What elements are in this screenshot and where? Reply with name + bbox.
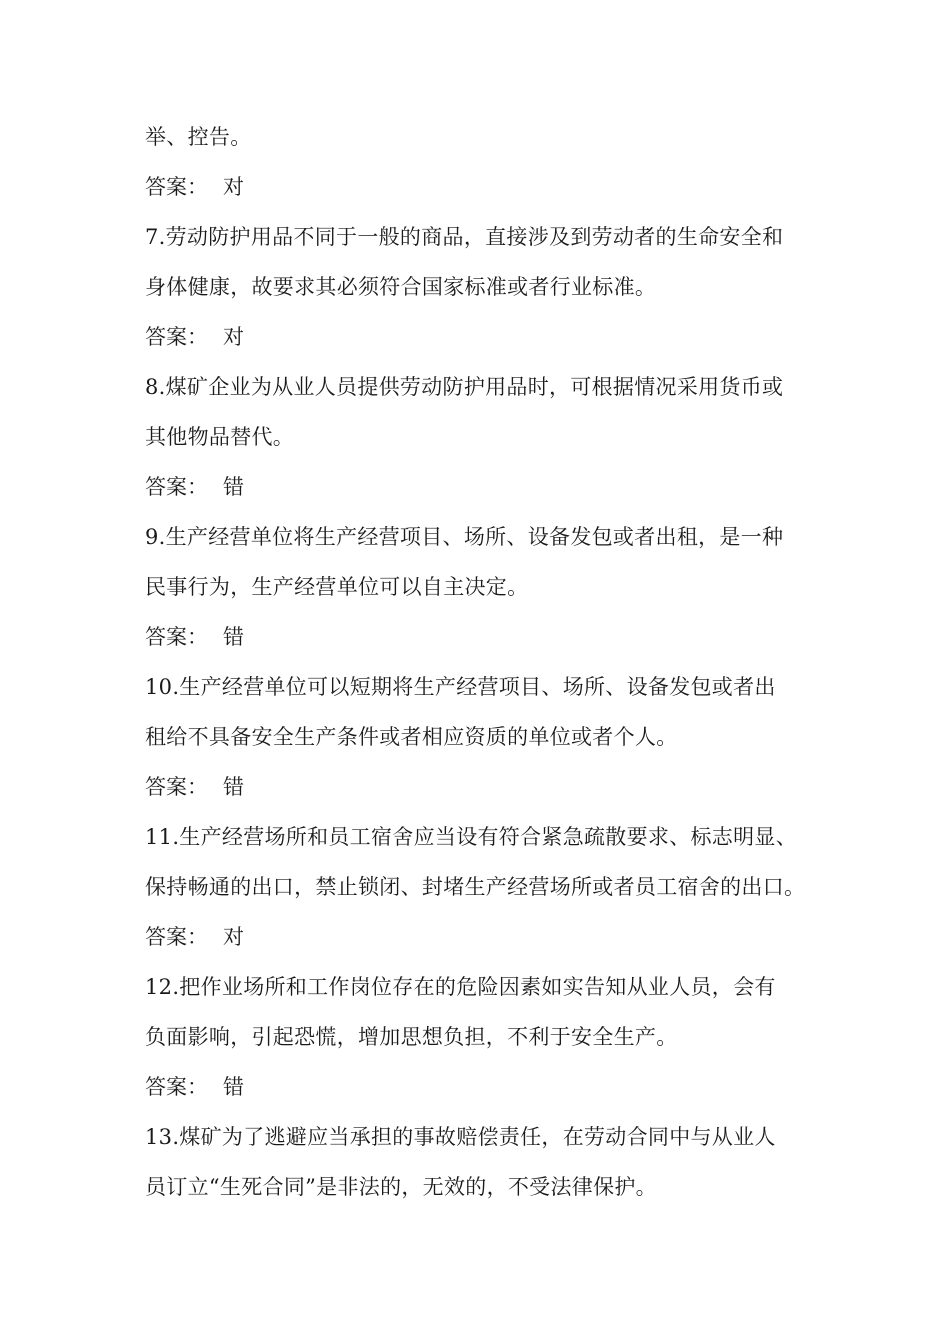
answer-value: 对	[223, 925, 244, 949]
answer-value: 错	[223, 1075, 244, 1099]
question-11	[145, 812, 810, 962]
answer-row	[145, 762, 810, 812]
question-text-line: 7.劳动防护用品不同于一般的商品，直接涉及到劳动者的生命安全和	[145, 225, 784, 249]
question-9	[145, 512, 810, 662]
answer-row	[145, 162, 810, 212]
answer-value: 错	[223, 625, 244, 649]
question-text-line: 8.煤矿企业为从业人员提供劳动防护用品时，可根据情况采用货币或	[145, 375, 784, 399]
question-fragment	[145, 112, 810, 212]
answer-label: 答案：	[145, 925, 208, 949]
question-text-line: 其他物品替代。	[145, 425, 295, 449]
question-text-line: 举、控告。	[145, 125, 252, 149]
answer-value: 错	[223, 775, 244, 799]
question-10	[145, 662, 810, 812]
answer-label: 答案：	[145, 625, 208, 649]
answer-value: 对	[223, 175, 244, 199]
document-page	[145, 112, 810, 1212]
answer-label: 答案：	[145, 475, 208, 499]
answer-row	[145, 462, 810, 512]
question-text-line: 民事行为，生产经营单位可以自主决定。	[145, 575, 529, 599]
question-text-line: 11.生产经营场所和员工宿舍应当设有符合紧急疏散要求、标志明显、	[145, 825, 797, 849]
question-text-line: 13.煤矿为了逃避应当承担的事故赔偿责任，在劳动合同中与从业人	[145, 1125, 776, 1149]
question-text-line: 12.把作业场所和工作岗位存在的危险因素如实告知从业人员，会有	[145, 975, 776, 999]
question-text-line: 租给不具备安全生产条件或者相应资质的单位或者个人。	[145, 725, 678, 749]
question-text-line: 9.生产经营单位将生产经营项目、场所、设备发包或者出租，是一种	[145, 525, 784, 549]
answer-value: 错	[223, 475, 244, 499]
question-text-line: 10.生产经营单位可以短期将生产经营项目、场所、设备发包或者出	[145, 675, 776, 699]
answer-row	[145, 312, 810, 362]
answer-row	[145, 1062, 810, 1112]
answer-label: 答案：	[145, 1075, 208, 1099]
question-8	[145, 362, 810, 512]
answer-label: 答案：	[145, 775, 208, 799]
answer-row	[145, 612, 810, 662]
question-12	[145, 962, 810, 1112]
question-7	[145, 212, 810, 362]
question-text-line: 身体健康，故要求其必须符合国家标准或者行业标准。	[145, 275, 657, 299]
question-text-line: 负面影响，引起恐慌，增加思想负担，不利于安全生产。	[145, 1025, 678, 1049]
answer-label: 答案：	[145, 325, 208, 349]
answer-row	[145, 912, 810, 962]
answer-label: 答案：	[145, 175, 208, 199]
question-13	[145, 1112, 810, 1212]
question-text-line: 保持畅通的出口，禁止锁闭、封堵生产经营场所或者员工宿舍的出口。	[145, 875, 806, 899]
question-text-line: 员订立“生死合同”是非法的，无效的，不受法律保护。	[145, 1175, 657, 1199]
answer-value: 对	[223, 325, 244, 349]
